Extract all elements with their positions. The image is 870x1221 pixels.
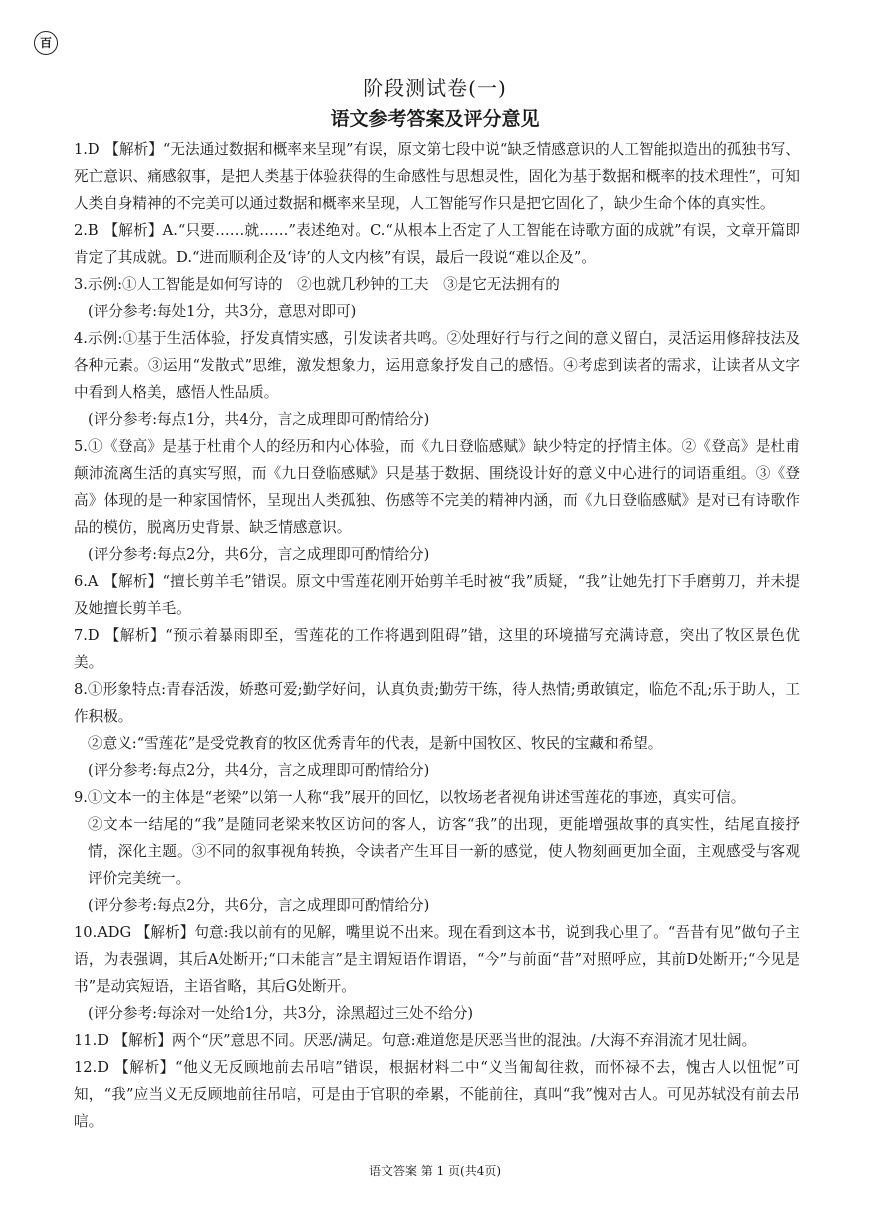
answer-content [74,136,800,1135]
scoring-note: (评分参考:每点2分，共4分，言之成理即可酌情给分) [88,762,430,779]
answer-11: 11.D 【解析】两个“厌”意思不同。厌恶/满足。句意:难道您是厌恶当世的混浊。/大海不弃涓流才见壮阔。 [74,1032,757,1049]
answer-8-part-2: ②意义:“雪莲花”是受党教育的牧区优秀青年的代表，是新中国牧区、牧民的宝藏和希望。 [88,735,663,752]
page-title: 阶段测试卷(一) [363,76,507,100]
page-subtitle: 语文参考答案及评分意见 [330,108,540,130]
answer-7: 7.D 【解析】“预示着暴雨即至，雪莲花的工作将遇到阻碍”错，这里的环境描写充满诗意，突出了牧区景色优美。 [74,627,800,671]
answer-5: 5.①《登高》是基于杜甫个人的经历和内心体验，而《九日登临感赋》缺少特定的抒情主体。②《登高》是杜甫颠沛流离生活的真实写照，而《九日登临感赋》只是基于数据、围绕设计好的意义中心进行的词语重组。③《登高》体现的是一种家国情怀，呈现出人类孤独、伤感等不完美的精神内涵，而《九日登临感赋》是对已有诗歌作品的模仿，脱离历史背景、缺乏情感意识。 [74,438,800,536]
scoring-note: (评分参考:每点2分，共6分，言之成理即可酌情给分) [88,897,430,914]
answer-8: 8.①形象特点:青春活泼，娇憨可爱;勤学好问，认真负责;勤劳干练，待人热情;勇敢镇定，临危不乱;乐于助人，工作积极。 [74,681,800,725]
scoring-note: (评分参考:每处1分，共3分，意思对即可) [88,303,357,320]
answer-3: 3.示例:①人工智能是如何写诗的 ②也就几秒钟的工夫 ③是它无法拥有的 [74,276,560,293]
scoring-note: (评分参考:每点2分，共6分，言之成理即可酌情给分) [88,546,430,563]
answer-4: 4.示例:①基于生活体验，抒发真情实感，引发读者共鸣。②处理好行与行之间的意义留白，灵活运用修辞技法及各种元素。③运用“发散式”思维，激发想象力，运用意象抒发自己的感悟。④考虑到读者的需求，让读者从文字中看到人格美，感悟人性品质。 [74,330,800,401]
answer-9: 9.①文本一的主体是“老梁”以第一人称“我”展开的回忆，以牧场老者视角讲述雪莲花的事迹，真实可信。 [74,789,746,806]
answer-10: 10.ADG 【解析】句意:我以前有的见解，嘴里说不出来。现在看到这本书，说到我心里了。“吾昔有见”做句子主语，为表强调，其后A处断开;“口未能言”是主谓短语作谓语，“今”与前面“昔”对照呼应，其前D处断开;“今见是书”是动宾短语，主语省略，其后G处断开。 [74,924,800,995]
answer-6: 6.A 【解析】“擅长剪羊毛”错误。原文中雪莲花刚开始剪羊毛时被“我”质疑，“我”让她先打下手磨剪刀，并未提及她擅长剪羊毛。 [74,573,800,617]
answer-1: 1.D 【解析】“无法通过数据和概率来呈现”有误，原文第七段中说“缺乏情感意识的人工智能拟造出的孤独书写、死亡意识、痛感叙事，是把人类基于体验获得的生命感性与思想灵性，固化为基于数据和概率的技术理性”，可知人类自身精神的不完美可以通过数据和概率来呈现，人工智能写作只是把它固化了，缺少生命个体的真实性。 [74,141,800,212]
answer-2: 2.B 【解析】A.“只要……就……”表述绝对。C.“从根本上否定了人工智能在诗歌方面的成就”有误，文章开篇即肯定了其成就。D.“进而顺利企及‘诗’的人文内核”有误，最后一段说“难以企及”。 [74,222,800,266]
school-badge: 百 [34,31,58,55]
scoring-note: (评分参考:每点1分，共4分，言之成理即可酌情给分) [88,411,430,428]
page-footer: 语文答案 第 1 页(共4页) [368,1164,502,1178]
scoring-note: (评分参考:每涂对一处给1分，共3分，涂黑超过三处不给分) [88,1005,474,1022]
answer-12: 12.D 【解析】“他义无反顾地前去吊唁”错误，根据材料二中“义当匍匐往救，而怀禄不去，愧古人以忸怩”可知，“我”应当义无反顾地前往吊唁，可是由于官职的牵累，不能前往，真叫“我”愧对古人。可见苏轼没有前去吊唁。 [74,1059,800,1130]
answer-9-part-2: ②文本一结尾的“我”是随同老梁来牧区访问的客人，访客“我”的出现，更能增强故事的真实性，结尾直接抒情，深化主题。③不同的叙事视角转换，令读者产生耳目一新的感觉，使人物刻画更加全面，主观感受与客观评价完美统一。 [88,816,800,887]
